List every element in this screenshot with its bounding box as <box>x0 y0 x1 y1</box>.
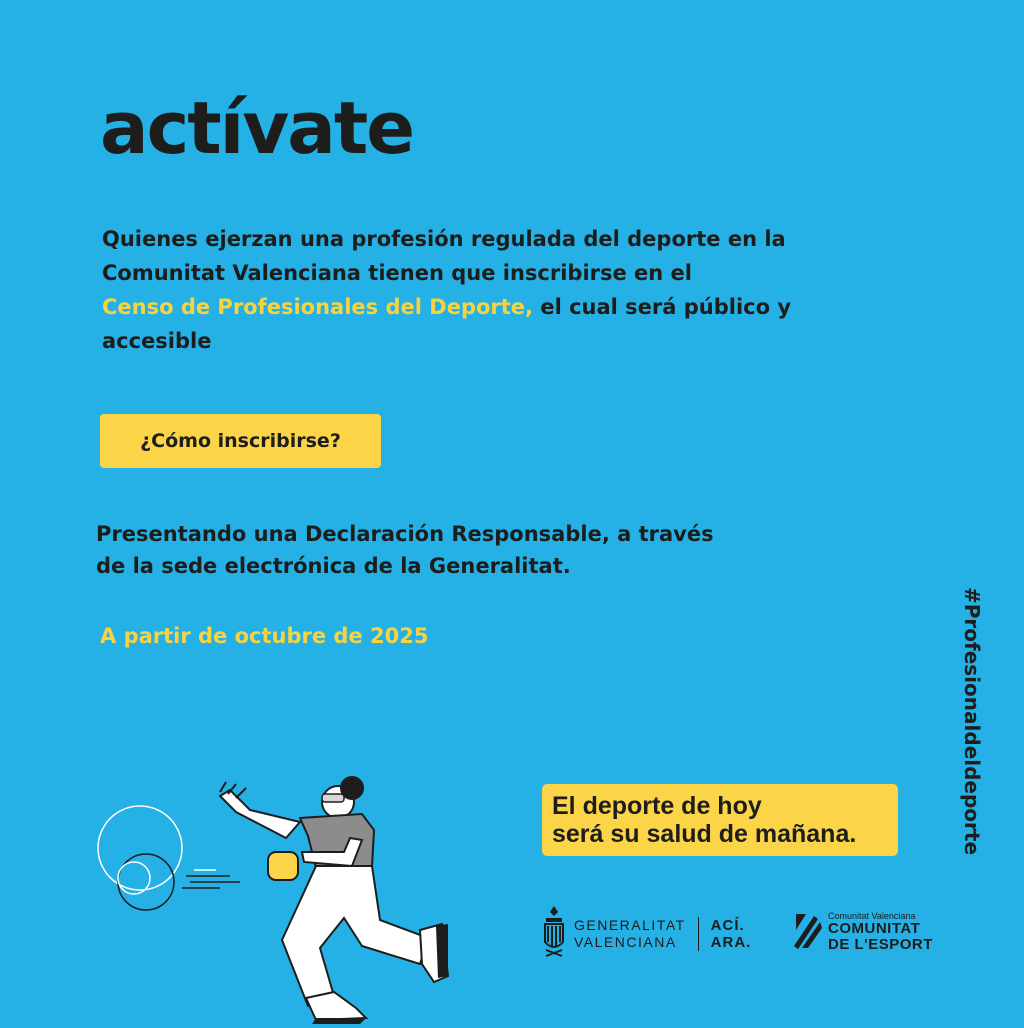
slogan-line-1: El deporte de hoy <box>552 792 762 820</box>
intro-line-4: accesible <box>102 329 212 353</box>
intro-paragraph <box>102 222 862 358</box>
page-title: actívate <box>100 86 414 170</box>
gv-line-2: VALENCIANA <box>574 934 677 950</box>
intro-line-1: Quienes ejerzan una profesión regulada del deporte en la <box>102 227 786 251</box>
comunitat-esport-wordmark <box>828 911 933 953</box>
intro-line-3: el cual será público y <box>533 295 792 319</box>
how-line-2: de la sede electrónica de la Generalitat. <box>96 554 571 578</box>
start-date: A partir de octubre de 2025 <box>100 624 429 648</box>
census-highlight: Censo de Profesionales del Deporte, <box>102 295 534 319</box>
slogan-line-2: será su salud de mañana. <box>552 820 857 848</box>
comunitat-esport-logo <box>792 908 933 956</box>
aci-ara-wordmark <box>711 917 752 951</box>
slogan-box <box>542 784 898 856</box>
ce-line-1: COMUNITAT <box>828 920 921 937</box>
generalitat-wordmark <box>574 917 686 951</box>
ce-small-label: Comunitat Valenciana <box>828 911 916 921</box>
ce-line-2: DE L'ESPORT <box>828 936 933 953</box>
ara-line: ARA. <box>710 934 752 951</box>
coat-of-arms-icon <box>542 904 566 964</box>
intro-line-2: Comunitat Valenciana tienen que inscribirse en el <box>102 261 692 285</box>
athlete-illustration <box>90 770 470 1028</box>
hashtag: #Profesionaldeldeporte <box>960 587 984 856</box>
registration-method <box>96 518 796 582</box>
gv-line-1: GENERALITAT <box>574 917 686 933</box>
stripes-icon <box>792 910 822 954</box>
logo-divider <box>698 917 699 951</box>
aci-line: ACÍ. <box>710 917 745 934</box>
how-to-register-button[interactable]: ¿Cómo inscribirse? <box>100 414 381 468</box>
how-line-1: Presentando una Declaración Responsable, a través <box>96 522 714 546</box>
generalitat-valenciana-logo <box>542 905 751 963</box>
